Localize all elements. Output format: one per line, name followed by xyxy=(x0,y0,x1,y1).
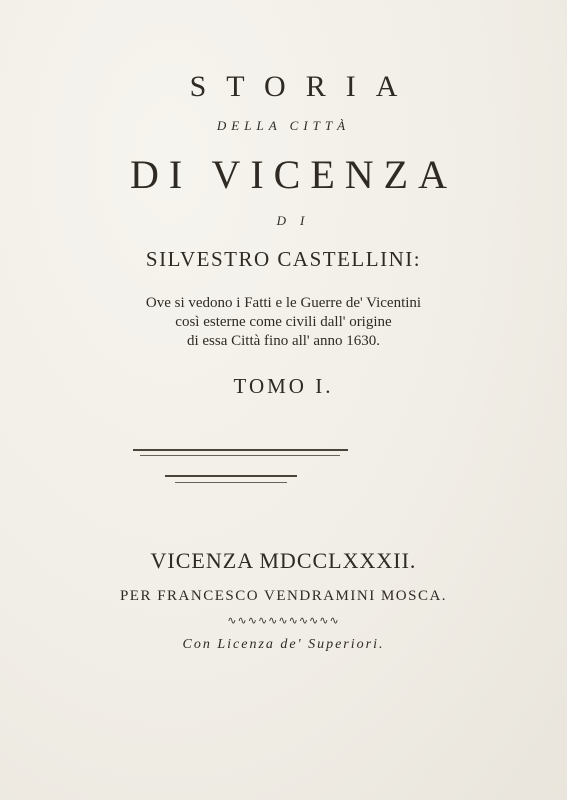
subtitle-line-1: Ove si vedono i Fatti e le Guerre de' Vicentini xyxy=(145,295,422,311)
title-della-citta: DELLA CITTÀ xyxy=(216,118,351,133)
rule-upper-thin xyxy=(140,455,340,456)
rule-lower-thin xyxy=(175,482,287,483)
title-di: DI xyxy=(276,213,319,228)
title-storia: STORIA xyxy=(189,70,418,103)
subtitle-line-3: di essa Città fino all' anno 1630. xyxy=(186,333,381,349)
volume-label: TOMO I. xyxy=(233,374,334,398)
rule-upper xyxy=(133,449,348,451)
imprint-place-year: VICENZA MDCCLXXXII. xyxy=(150,548,417,573)
imprint-printer: PER FRANCESCO VENDRAMINI MOSCA. xyxy=(119,588,448,604)
subtitle-line-2: così esterne come civili dall' origine xyxy=(175,314,392,330)
title-di-vicenza: DI VICENZA xyxy=(129,152,457,197)
author-name: SILVESTRO CASTELLINI: xyxy=(145,247,422,271)
imprint-license: Con Licenza de' Superiori. xyxy=(182,637,385,652)
rule-lower xyxy=(165,475,297,477)
ornament-border: ∿∿∿∿∿∿∿∿∿∿∿ xyxy=(227,615,340,627)
